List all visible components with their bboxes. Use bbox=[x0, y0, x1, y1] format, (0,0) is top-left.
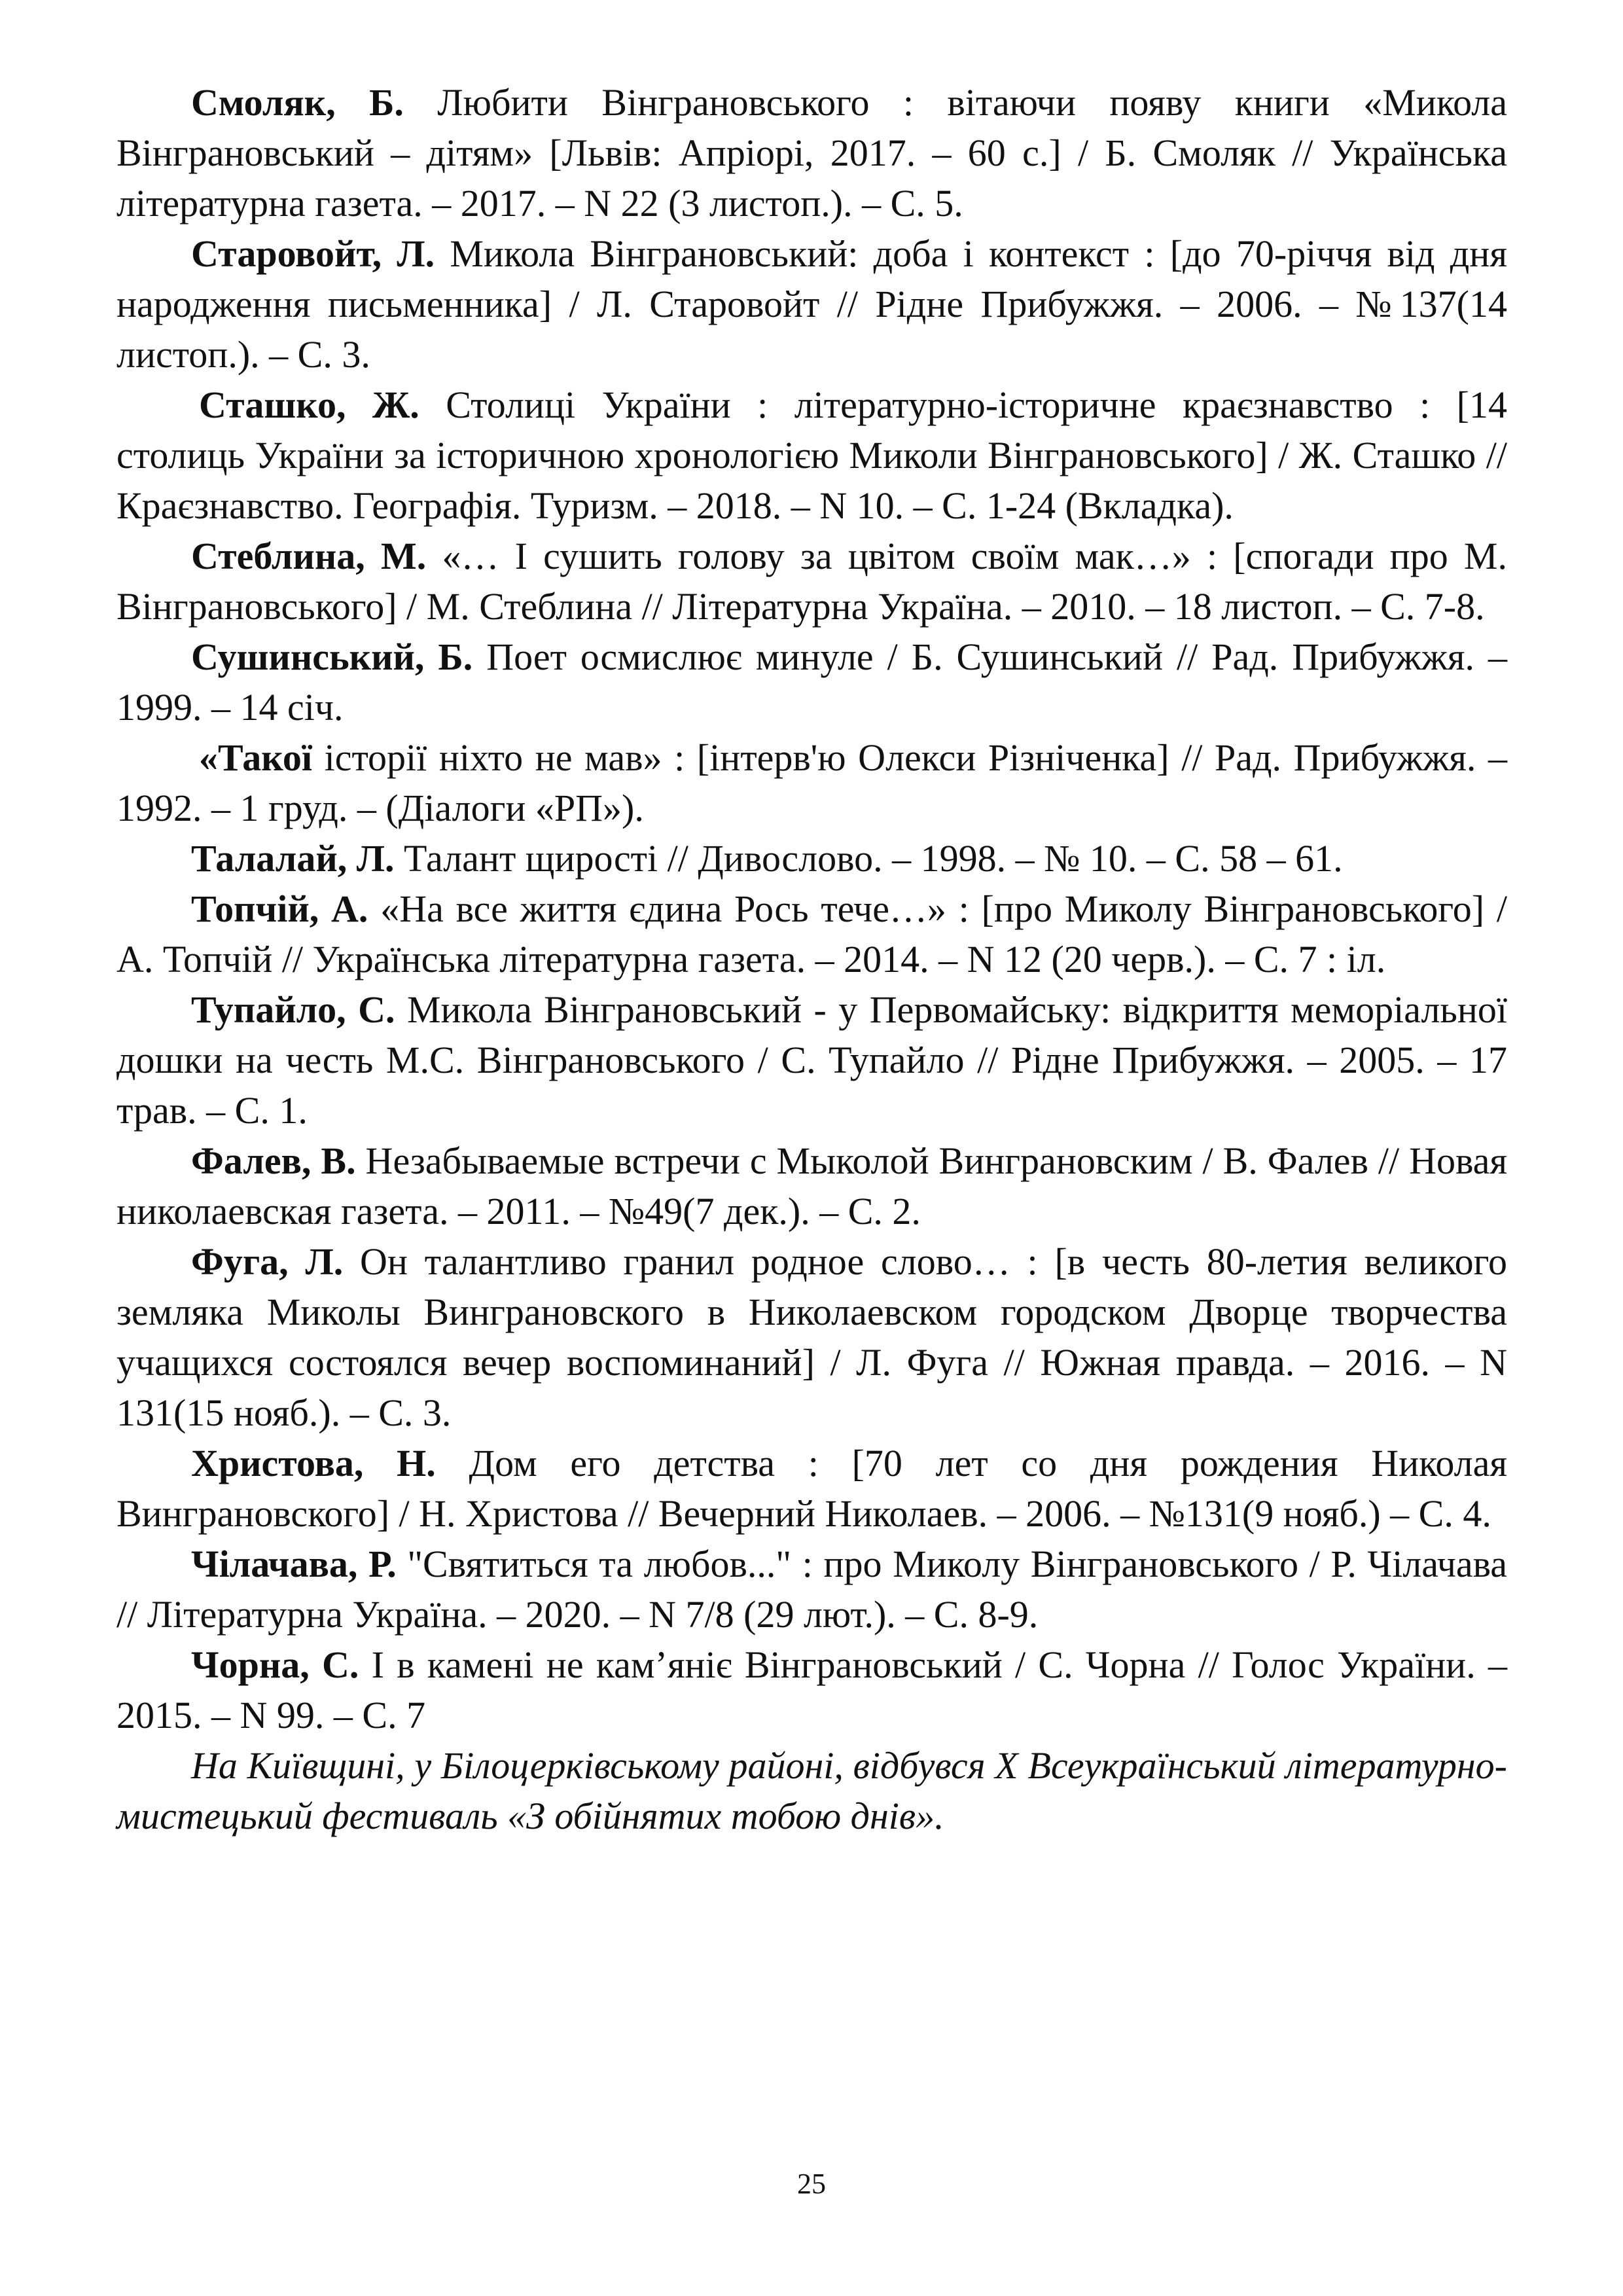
festival-note: На Київщині, у Білоцерківському районі, відбувся Х Всеукраїнський літературно-мистецький фестиваль «З обійнятих тобою днів». bbox=[116, 1744, 1507, 1837]
entry-text: Столиці України : літературно-історичне краєзнавство : [14 столиць України за історичною хронологією Миколи Вінграновського] / Ж. Сташко // Краєзнавство. Географія. Туризм. – 2018. – N 10. – С. 1-24 (Вкладка). bbox=[116, 384, 1507, 527]
entry-text: «На все життя єдина Рось тече…» : [про Миколу Вінграновського] / А. Топчій // Українська літературна газета. – 2014. – N 12 (20 черв.). – С. 7 : іл. bbox=[116, 888, 1507, 980]
entry-text: Любити Вінграновського : вітаючи появу книги «Микола Вінграновський – дітям» [Львів: Апріорі, 2017. – 60 с.] / Б. Смоляк // Українська літературна газета. – 2017. – N 22 (3 листоп.). – С. 5. bbox=[116, 81, 1507, 224]
entry-author: Фуга, Л. bbox=[191, 1240, 344, 1283]
entry-text: Поет осмислює минуле / Б. Сушинський // Рад. Прибужжя. – 1999. – 14 січ. bbox=[116, 636, 1507, 728]
bibliography-entry-starovoit bbox=[116, 228, 1507, 380]
entry-text: "Святиться та любов..." : про Миколу Вінграновського / Р. Чілачава // Літературна Україна. – 2020. – N 7/8 (29 лют.). – С. 8-9. bbox=[116, 1543, 1507, 1636]
entry-author: Христова, Н. bbox=[191, 1442, 436, 1484]
entry-author: Стеблина, М. bbox=[191, 535, 427, 577]
bibliography-entry-sushynskyi bbox=[116, 632, 1507, 732]
bibliography-page bbox=[116, 77, 1507, 1841]
entry-text: Он талантливо гранил родное слово… : [в честь 80-летия великого земляка Миколы Винграновского в Николаевском городском Дворце творчества учащихся состоялся вечер воспоминаний] / Л. Фуга // Южная правда. – 2016. – N 131(15 нояб.). – С. 3. bbox=[116, 1240, 1507, 1434]
entry-text: Талант щирості // Дивослово. – 1998. – № 10. – С. 58 – 61. bbox=[394, 837, 1343, 880]
entry-text: Микола Вінграновський - у Первомайську: відкриття меморіальної дошки на честь М.С. Вінграновського / С. Тупайло // Рідне Прибужжя. – 2005. – 17 трав. – С. 1. bbox=[116, 988, 1508, 1132]
bibliography-entry-talalai bbox=[116, 833, 1507, 884]
entry-author: Старовойт, Л. bbox=[191, 232, 435, 275]
entry-author: Сушинський, Б. bbox=[191, 636, 473, 678]
entry-text: Микола Вінграновський: доба і контекст : [до 70-річчя від дня народження письменника] / Л. Старовойт // Рідне Прибужжя. – 2006. – №137(14 листоп.). – С. 3. bbox=[116, 232, 1507, 376]
bibliography-entry-falev bbox=[116, 1136, 1507, 1236]
entry-author: Тупайло, С. bbox=[191, 988, 395, 1031]
bibliography-entry-stashko bbox=[116, 380, 1507, 531]
page-number: 25 bbox=[797, 2168, 826, 2200]
bibliography-entry-chilachava bbox=[116, 1539, 1507, 1640]
entry-author: Сташко, Ж. bbox=[199, 384, 419, 426]
bibliography-entry-smoliak bbox=[116, 77, 1507, 228]
bibliography-entry-chorna bbox=[116, 1640, 1507, 1740]
entry-author: Смоляк, Б. bbox=[191, 81, 404, 124]
entry-title-lead: «Такої bbox=[199, 736, 313, 779]
entry-text: «… І сушить голову за цвітом своїм мак…» : [спогади про М. Вінграновського] / М. Стеблина // Літературна Україна. – 2010. – 18 листоп. – С. 7-8. bbox=[116, 535, 1508, 628]
bibliography-entry-topchii bbox=[116, 884, 1507, 984]
entry-text: І в камені не кам’яніє Вінграновський / С. Чорна // Голос України. – 2015. – N 99. – С. 7 bbox=[116, 1643, 1507, 1736]
bibliography-entry-tupailo bbox=[116, 984, 1507, 1136]
entry-author: Топчій, А. bbox=[191, 888, 368, 930]
entry-text: історії ніхто не мав» : [інтерв'ю Олекси Різніченка] // Рад. Прибужжя. – 1992. – 1 груд. – (Діалоги «РП»). bbox=[116, 736, 1507, 829]
entry-text: Дом его детства : [70 лет со дня рождения Николая Винграновского] / Н. Христова // Вечерний Николаев. – 2006. – №131(9 нояб.) – С. 4. bbox=[116, 1442, 1507, 1535]
bibliography-entry-takoi-istorii bbox=[116, 732, 1507, 833]
bibliography-entry-fuga bbox=[116, 1236, 1507, 1438]
entry-author: Чорна, С. bbox=[191, 1643, 359, 1686]
entry-text: Незабываемые встречи с Мыколой Винграновским / В. Фалев // Новая николаевская газета. – 2011. – №49(7 дек.). – С. 2. bbox=[116, 1139, 1507, 1232]
bibliography-entry-khrystova bbox=[116, 1438, 1507, 1539]
entry-author: Чілачава, Р. bbox=[191, 1543, 397, 1585]
entry-author: Фалев, В. bbox=[191, 1139, 356, 1182]
bibliography-entry-steblyna bbox=[116, 531, 1507, 632]
entry-author: Талалай, Л. bbox=[191, 837, 395, 880]
